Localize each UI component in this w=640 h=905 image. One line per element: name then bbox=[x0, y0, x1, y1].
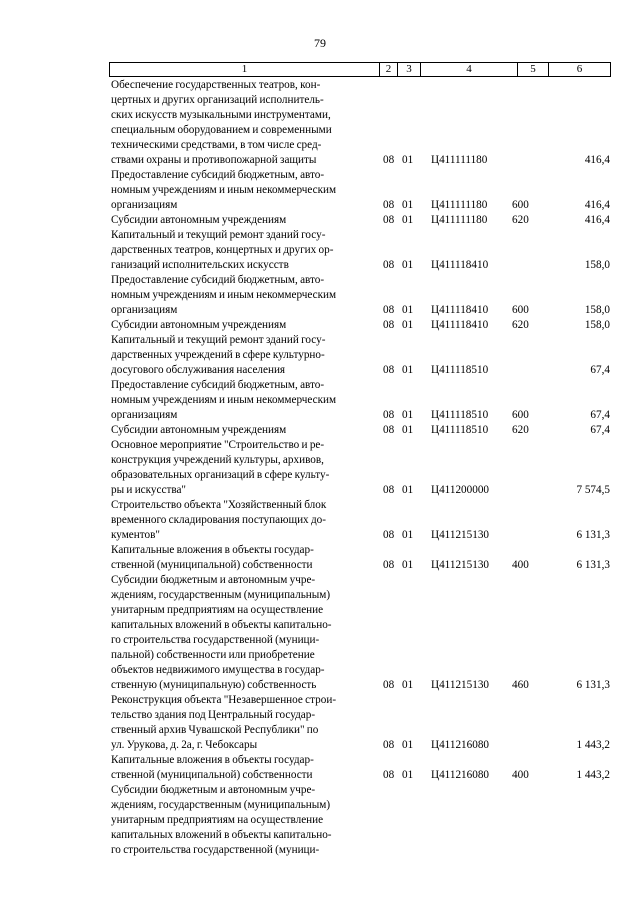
table-row bbox=[0, 213, 640, 228]
row-description-line: го строительства государственной (муници- bbox=[111, 634, 320, 646]
row-cell-c6: 1 443,2 bbox=[576, 769, 610, 781]
row-cell-c2: 08 bbox=[383, 769, 395, 781]
row-description-line: Субсидии автономным учреждениям bbox=[111, 214, 287, 226]
row-cell-c3: 01 bbox=[402, 424, 414, 436]
row-cell-c6: 1 443,2 bbox=[576, 739, 610, 751]
row-cell-c4: Ц411215130 bbox=[431, 679, 490, 691]
row-cell-c6: 6 131,3 bbox=[576, 679, 610, 691]
row-cell-c4: Ц411118510 bbox=[431, 364, 489, 376]
header-col-1: 1 bbox=[241, 63, 248, 75]
row-cell-c4: Ц411215130 bbox=[431, 529, 490, 541]
row-description-line: го строительства государственной (муници- bbox=[111, 844, 320, 856]
row-cell-c3: 01 bbox=[402, 259, 414, 271]
row-description-line: дарственных театров, концертных и других ор- bbox=[111, 244, 334, 256]
row-description-line: ждениям, государственным (муниципальным) bbox=[111, 799, 331, 811]
row-cell-c3: 01 bbox=[402, 364, 414, 376]
row-cell-c6: 67,4 bbox=[590, 364, 610, 376]
row-cell-c5: 620 bbox=[512, 214, 529, 226]
row-cell-c3: 01 bbox=[402, 529, 414, 541]
row-description-line: Капитальный и текущий ремонт зданий госу- bbox=[111, 334, 326, 346]
header-col-5: 5 bbox=[530, 63, 536, 75]
row-description-line: техническими средствами, в том числе сред- bbox=[111, 139, 322, 151]
row-cell-c3: 01 bbox=[402, 769, 414, 781]
row-description-line: тельство здания под Центральный государ- bbox=[111, 709, 316, 721]
row-cell-c2: 08 bbox=[383, 424, 395, 436]
row-cell-c4: Ц411216080 bbox=[431, 769, 490, 781]
row-cell-c6: 158,0 bbox=[584, 259, 610, 271]
row-cell-c2: 08 bbox=[383, 364, 395, 376]
row-cell-c2: 08 bbox=[383, 739, 395, 751]
table-row bbox=[0, 78, 640, 168]
table-row bbox=[0, 168, 640, 213]
row-cell-c2: 08 bbox=[383, 154, 395, 166]
table-row bbox=[0, 333, 640, 378]
header-col-4: 4 bbox=[466, 63, 472, 75]
row-cell-c4: Ц411118410 bbox=[431, 319, 489, 331]
table-row bbox=[0, 273, 640, 318]
row-cell-c6: 416,4 bbox=[584, 214, 610, 226]
row-description-line: Капитальный и текущий ремонт зданий госу- bbox=[111, 229, 326, 241]
row-description-line: конструкция учреждений культуры, архивов, bbox=[111, 454, 324, 466]
table-row bbox=[0, 318, 640, 333]
row-description-line: номным учреждениям и иным некоммерческим bbox=[111, 184, 337, 196]
row-cell-c3: 01 bbox=[402, 559, 414, 571]
row-description-line: организациям bbox=[111, 304, 178, 316]
row-description-line: организациям bbox=[111, 409, 178, 421]
row-cell-c3: 01 bbox=[402, 679, 414, 691]
row-description-line: Субсидии бюджетным и автономным учре- bbox=[111, 574, 316, 586]
row-cell-c4: Ц411118510 bbox=[431, 409, 489, 421]
table-row bbox=[0, 498, 640, 543]
row-cell-c6: 7 574,5 bbox=[576, 484, 610, 496]
row-description-line: образовательных организаций в сфере культу- bbox=[111, 469, 330, 481]
table-row bbox=[0, 753, 640, 783]
row-cell-c6: 158,0 bbox=[584, 319, 610, 331]
header-col-2: 2 bbox=[385, 63, 392, 75]
row-description-line: ул. Урукова, д. 2а, г. Чебоксары bbox=[111, 739, 258, 751]
row-description-line: ры и искусства" bbox=[111, 484, 187, 496]
row-description-line: ственной (муниципальной) собственности bbox=[111, 769, 313, 781]
row-cell-c5: 400 bbox=[512, 559, 529, 571]
table-row bbox=[0, 693, 640, 753]
row-cell-c3: 01 bbox=[402, 409, 414, 421]
row-cell-c5: 400 bbox=[512, 769, 529, 781]
row-description-line: Субсидии автономным учреждениям bbox=[111, 424, 287, 436]
row-description-line: Обеспечение государственных театров, кон- bbox=[111, 79, 321, 91]
row-description-line: Предоставление субсидий бюджетным, авто- bbox=[111, 169, 325, 181]
row-cell-c5: 600 bbox=[512, 409, 529, 421]
table-row bbox=[0, 543, 640, 573]
row-cell-c3: 01 bbox=[402, 304, 414, 316]
row-description-line: Субсидии автономным учреждениям bbox=[111, 319, 287, 331]
row-description-line: Строительство объекта "Хозяйственный блок bbox=[111, 499, 327, 511]
row-description-line: унитарным предприятиям на осуществление bbox=[111, 604, 324, 616]
row-description-line: дарственных учреждений в сфере культурно- bbox=[111, 349, 325, 361]
row-cell-c4: Ц411111180 bbox=[431, 199, 488, 211]
header-col-6: 6 bbox=[576, 63, 583, 75]
row-description-line: капитальных вложений в объекты капитально- bbox=[111, 829, 332, 841]
row-cell-c3: 01 bbox=[402, 484, 414, 496]
row-cell-c3: 01 bbox=[402, 319, 414, 331]
row-cell-c6: 6 131,3 bbox=[576, 559, 610, 571]
table-row bbox=[0, 423, 640, 438]
row-description-line: Субсидии бюджетным и автономным учре- bbox=[111, 784, 316, 796]
row-cell-c2: 08 bbox=[383, 304, 395, 316]
row-cell-c2: 08 bbox=[383, 319, 395, 331]
table-row bbox=[0, 228, 640, 273]
row-cell-c5: 600 bbox=[512, 199, 529, 211]
row-description-line: ганизаций исполнительских искусств bbox=[111, 259, 289, 271]
table-row bbox=[0, 438, 640, 498]
page-number: 79 bbox=[314, 36, 326, 50]
row-cell-c4: Ц411118410 bbox=[431, 259, 489, 271]
row-description-line: ственной (муниципальной) собственности bbox=[111, 559, 313, 571]
row-cell-c2: 08 bbox=[383, 199, 395, 211]
row-cell-c4: Ц411215130 bbox=[431, 559, 490, 571]
row-cell-c3: 01 bbox=[402, 154, 414, 166]
row-description-line: организациям bbox=[111, 199, 178, 211]
row-description-line: ственный архив Чувашской Республики" по bbox=[111, 724, 319, 736]
row-description-line: цертных и других организаций исполнитель- bbox=[111, 94, 324, 106]
row-cell-c6: 67,4 bbox=[590, 409, 610, 421]
row-description-line: ских искусств музыкальными инструментами, bbox=[111, 109, 331, 121]
row-description-line: специальным оборудованием и современными bbox=[111, 124, 332, 136]
row-description-line: ствами охраны и противопожарной защиты bbox=[111, 154, 317, 166]
row-cell-c6: 67,4 bbox=[590, 424, 610, 436]
row-cell-c6: 6 131,3 bbox=[576, 529, 610, 541]
table-row bbox=[0, 378, 640, 423]
row-description-line: Капитальные вложения в объекты государ- bbox=[111, 754, 314, 766]
row-cell-c2: 08 bbox=[383, 214, 395, 226]
row-cell-c5: 620 bbox=[512, 424, 529, 436]
row-description-line: капитальных вложений в объекты капитально- bbox=[111, 619, 332, 631]
row-cell-c6: 416,4 bbox=[584, 154, 610, 166]
row-cell-c2: 08 bbox=[383, 529, 395, 541]
row-cell-c5: 620 bbox=[512, 319, 529, 331]
row-description-line: временного складирования поступающих до- bbox=[111, 514, 326, 526]
row-description-line: пальной) собственности или приобретение bbox=[111, 649, 315, 661]
row-cell-c4: Ц411111180 bbox=[431, 214, 488, 226]
row-description-line: ждениям, государственным (муниципальным) bbox=[111, 589, 331, 601]
row-description-line: номным учреждениям и иным некоммерческим bbox=[111, 289, 337, 301]
row-cell-c4: Ц411200000 bbox=[431, 484, 490, 496]
row-cell-c3: 01 bbox=[402, 199, 414, 211]
row-cell-c2: 08 bbox=[383, 259, 395, 271]
row-description-line: ственную (муниципальную) собственность bbox=[111, 679, 317, 691]
row-cell-c3: 01 bbox=[402, 214, 414, 226]
row-description-line: досугового обслуживания населения bbox=[111, 364, 286, 376]
table-row bbox=[0, 783, 640, 858]
row-description-line: номным учреждениям и иным некоммерческим bbox=[111, 394, 337, 406]
row-cell-c5: 460 bbox=[512, 679, 529, 691]
header-col-3: 3 bbox=[406, 63, 412, 75]
row-description-line: Предоставление субсидий бюджетным, авто- bbox=[111, 274, 325, 286]
row-cell-c5: 600 bbox=[512, 304, 529, 316]
row-cell-c6: 416,4 bbox=[584, 199, 610, 211]
row-description-line: Капитальные вложения в объекты государ- bbox=[111, 544, 314, 556]
row-description-line: объектов недвижимого имущества в государ- bbox=[111, 664, 325, 676]
row-cell-c4: Ц411111180 bbox=[431, 154, 488, 166]
row-description-line: унитарным предприятиям на осуществление bbox=[111, 814, 324, 826]
row-cell-c4: Ц411118510 bbox=[431, 424, 489, 436]
row-cell-c4: Ц411216080 bbox=[431, 739, 490, 751]
row-description-line: Предоставление субсидий бюджетным, авто- bbox=[111, 379, 325, 391]
row-cell-c6: 158,0 bbox=[584, 304, 610, 316]
row-cell-c2: 08 bbox=[383, 484, 395, 496]
row-cell-c4: Ц411118410 bbox=[431, 304, 489, 316]
row-description-line: Основное мероприятие "Строительство и ре- bbox=[111, 439, 325, 451]
table-row bbox=[0, 573, 640, 693]
row-cell-c2: 08 bbox=[383, 679, 395, 691]
row-description-line: Реконструкция объекта "Незавершенное строи- bbox=[111, 694, 337, 706]
row-description-line: кументов" bbox=[111, 529, 160, 541]
row-cell-c2: 08 bbox=[383, 559, 395, 571]
row-cell-c2: 08 bbox=[383, 409, 395, 421]
row-cell-c3: 01 bbox=[402, 739, 414, 751]
